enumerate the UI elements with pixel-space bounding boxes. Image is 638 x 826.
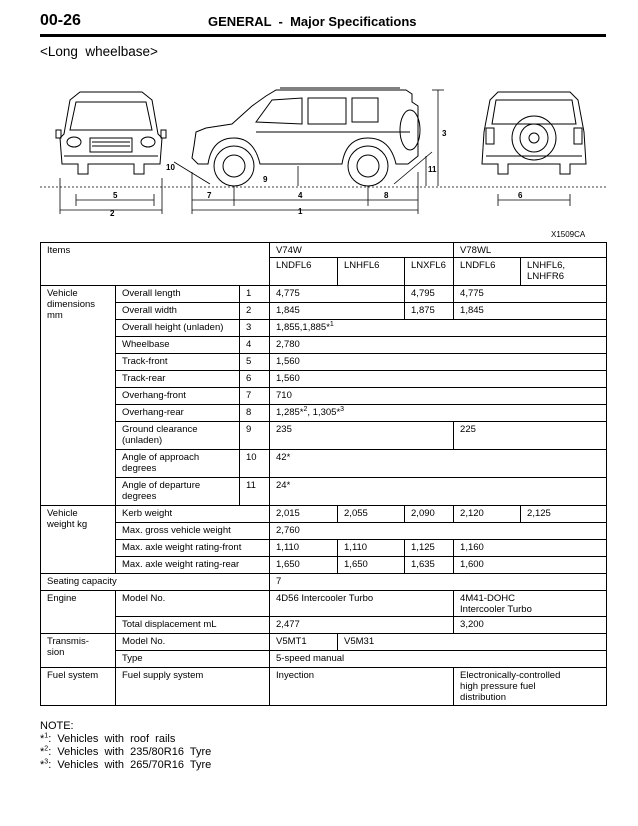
row-number: 10 <box>240 450 270 478</box>
row-label: Overhang-rear <box>116 405 240 422</box>
footnote-mark: 3 <box>340 405 345 413</box>
cell-value: 235 <box>270 422 454 450</box>
callout-9: 9 <box>263 175 268 184</box>
note-text: : Vehicles with 235/80R16 Tyre <box>48 746 212 758</box>
cell-value: V5M31 <box>338 634 607 651</box>
row-label: Max. axle weight rating-front <box>116 540 270 557</box>
row-label: Track-rear <box>116 371 240 388</box>
table-row <box>41 557 607 574</box>
cell-value <box>270 405 607 422</box>
cell-value: 1,560 <box>270 371 607 388</box>
cell-value: 2,015 <box>270 506 338 523</box>
cell-value: 2,477 <box>270 617 454 634</box>
cell-value: 3,200 <box>454 617 607 634</box>
row-number: 2 <box>240 303 270 320</box>
row-number: 11 <box>240 478 270 506</box>
note-text: : Vehicles with 265/70R16 Tyre <box>48 759 212 771</box>
items-header: Items <box>41 243 270 286</box>
note-mark: * <box>40 759 45 771</box>
note-text: : Vehicles with roof rails <box>48 733 176 745</box>
cell-value: 225 <box>454 422 607 450</box>
page-header <box>40 10 606 32</box>
cell-value: 24* <box>270 478 607 506</box>
callout-3: 3 <box>442 129 447 138</box>
cell-value: 42* <box>270 450 607 478</box>
cell-value: 1,635 <box>405 557 454 574</box>
callout-7: 7 <box>207 191 212 200</box>
cell-value: V5MT1 <box>270 634 338 651</box>
notes-title: NOTE: <box>40 720 74 732</box>
cell-value: 1,560 <box>270 354 607 371</box>
row-number: 9 <box>240 422 270 450</box>
section-number: 00-26 <box>40 12 81 29</box>
table-row <box>41 286 607 303</box>
row-label: Type <box>116 651 270 668</box>
cell-value: 2,120 <box>454 506 521 523</box>
row-label: Seating capacity <box>41 574 270 591</box>
note-sup: 1 <box>44 732 49 740</box>
weight-group-label: Vehicle weight kg <box>41 506 116 574</box>
notes-section <box>40 720 211 772</box>
row-number: 6 <box>240 371 270 388</box>
row-label: Max. axle weight rating-rear <box>116 557 270 574</box>
table-row <box>41 422 607 450</box>
row-number: 8 <box>240 405 270 422</box>
row-label: Max. gross vehicle weight <box>116 523 270 540</box>
cell-value: 1,845 <box>454 303 607 320</box>
table-row <box>41 450 607 478</box>
row-label: Angle of departure degrees <box>116 478 240 506</box>
vehicle-dimension-diagram <box>40 72 606 242</box>
callout-8: 8 <box>384 191 389 200</box>
table-row <box>41 574 607 591</box>
table-row <box>41 651 607 668</box>
model-b-header: V78WL <box>454 243 607 258</box>
table-row <box>41 354 607 371</box>
transmission-group-label: Transmis- sion <box>41 634 116 668</box>
cell-value: 2,055 <box>338 506 405 523</box>
dimensions-group-label: Vehicle dimensions mm <box>41 286 116 506</box>
overhang-value-b: , 1,305* <box>307 407 341 418</box>
table-row <box>41 506 607 523</box>
note-sup: 2 <box>44 745 49 753</box>
table-row <box>41 634 607 651</box>
row-label: Overall width <box>116 303 240 320</box>
figure-code: X1509CA <box>551 230 586 239</box>
cell-value: 1,650 <box>338 557 405 574</box>
footnote-mark: 1 <box>329 320 334 328</box>
row-label: Overhang-front <box>116 388 240 405</box>
cell-value: 4D56 Intercooler Turbo <box>270 591 454 617</box>
table-row <box>41 320 607 337</box>
cell-value: 1,845 <box>270 303 405 320</box>
callout-1: 1 <box>298 207 303 216</box>
cell-value: 710 <box>270 388 607 405</box>
table-row <box>41 405 607 422</box>
variant-cell: LNHFL6, LNHFR6 <box>521 258 607 286</box>
row-number: 1 <box>240 286 270 303</box>
row-label: Overall height (unladen) <box>116 320 240 337</box>
cell-value: 2,780 <box>270 337 607 354</box>
cell-value: 7 <box>270 574 607 591</box>
cell-value: 4,795 <box>405 286 454 303</box>
header-rule <box>40 34 606 37</box>
cell-value: Inyection <box>270 668 454 706</box>
table-row <box>41 371 607 388</box>
subtitle: <Long wheelbase> <box>40 44 158 59</box>
table-row <box>41 337 607 354</box>
row-label: Fuel supply system <box>116 668 270 706</box>
table-head-row <box>41 243 607 258</box>
row-label: Kerb weight <box>116 506 270 523</box>
row-label: Model No. <box>116 591 270 617</box>
cell-value: 2,090 <box>405 506 454 523</box>
table-row <box>41 523 607 540</box>
note-item <box>40 759 211 772</box>
overhang-value-a: 1,285* <box>276 407 304 418</box>
cell-value: 5-speed manual <box>270 651 607 668</box>
engine-group-label: Engine <box>41 591 116 634</box>
note-mark: * <box>40 733 45 745</box>
row-label: Overall length <box>116 286 240 303</box>
cell-value: 1,160 <box>454 540 607 557</box>
variant-cell: LNHFL6 <box>338 258 405 286</box>
note-sup: 3 <box>44 758 49 766</box>
table-row <box>41 478 607 506</box>
table-row <box>41 668 607 706</box>
row-number: 4 <box>240 337 270 354</box>
row-label: Ground clearance (unladen) <box>116 422 240 450</box>
cell-value: 4,775 <box>454 286 607 303</box>
callout-11: 11 <box>428 165 437 174</box>
cell-value: 2,125 <box>521 506 607 523</box>
variant-cell: LNDFL6 <box>270 258 338 286</box>
rear-view-drawing <box>482 92 586 174</box>
row-label: Model No. <box>116 634 270 651</box>
note-item <box>40 733 211 746</box>
table-row <box>41 540 607 557</box>
model-a-header: V74W <box>270 243 454 258</box>
note-mark: * <box>40 746 45 758</box>
cell-value: 1,125 <box>405 540 454 557</box>
row-number: 7 <box>240 388 270 405</box>
height-value: 1,855,1,885* <box>276 322 330 333</box>
table-row <box>41 303 607 320</box>
page-title: GENERAL - Major Specifications <box>208 14 417 29</box>
cell-value: 1,110 <box>338 540 405 557</box>
cell-value: 4,775 <box>270 286 405 303</box>
variant-cell: LNDFL6 <box>454 258 521 286</box>
front-view-drawing <box>56 92 166 174</box>
row-label: Angle of approach degrees <box>116 450 240 478</box>
cell-value: 1,110 <box>270 540 338 557</box>
cell-value: 1,650 <box>270 557 338 574</box>
footnote-mark: 2 <box>303 405 308 413</box>
row-label: Total displacement mL <box>116 617 270 634</box>
callout-10: 10 <box>166 163 175 172</box>
table-row <box>41 591 607 617</box>
table-row <box>41 388 607 405</box>
row-number: 5 <box>240 354 270 371</box>
row-number: 3 <box>240 320 270 337</box>
cell-value: 1,600 <box>454 557 607 574</box>
cell-value: 1,875 <box>405 303 454 320</box>
callout-4: 4 <box>298 191 303 200</box>
callout-5: 5 <box>113 191 118 200</box>
note-item <box>40 746 211 759</box>
table-row <box>41 617 607 634</box>
side-view-drawing <box>192 88 420 186</box>
cell-value <box>270 320 607 337</box>
row-label: Track-front <box>116 354 240 371</box>
cell-value: Electronically-controlled high pressure fuel distribution <box>454 668 607 706</box>
callout-6: 6 <box>518 191 523 200</box>
callout-2: 2 <box>110 209 115 218</box>
variant-cell: LNXFL6 <box>405 258 454 286</box>
row-label: Wheelbase <box>116 337 240 354</box>
cell-value: 2,760 <box>270 523 607 540</box>
cell-value: 4M41-DOHC Intercooler Turbo <box>454 591 607 617</box>
fuel-group-label: Fuel system <box>41 668 116 706</box>
specifications-table <box>40 242 607 706</box>
